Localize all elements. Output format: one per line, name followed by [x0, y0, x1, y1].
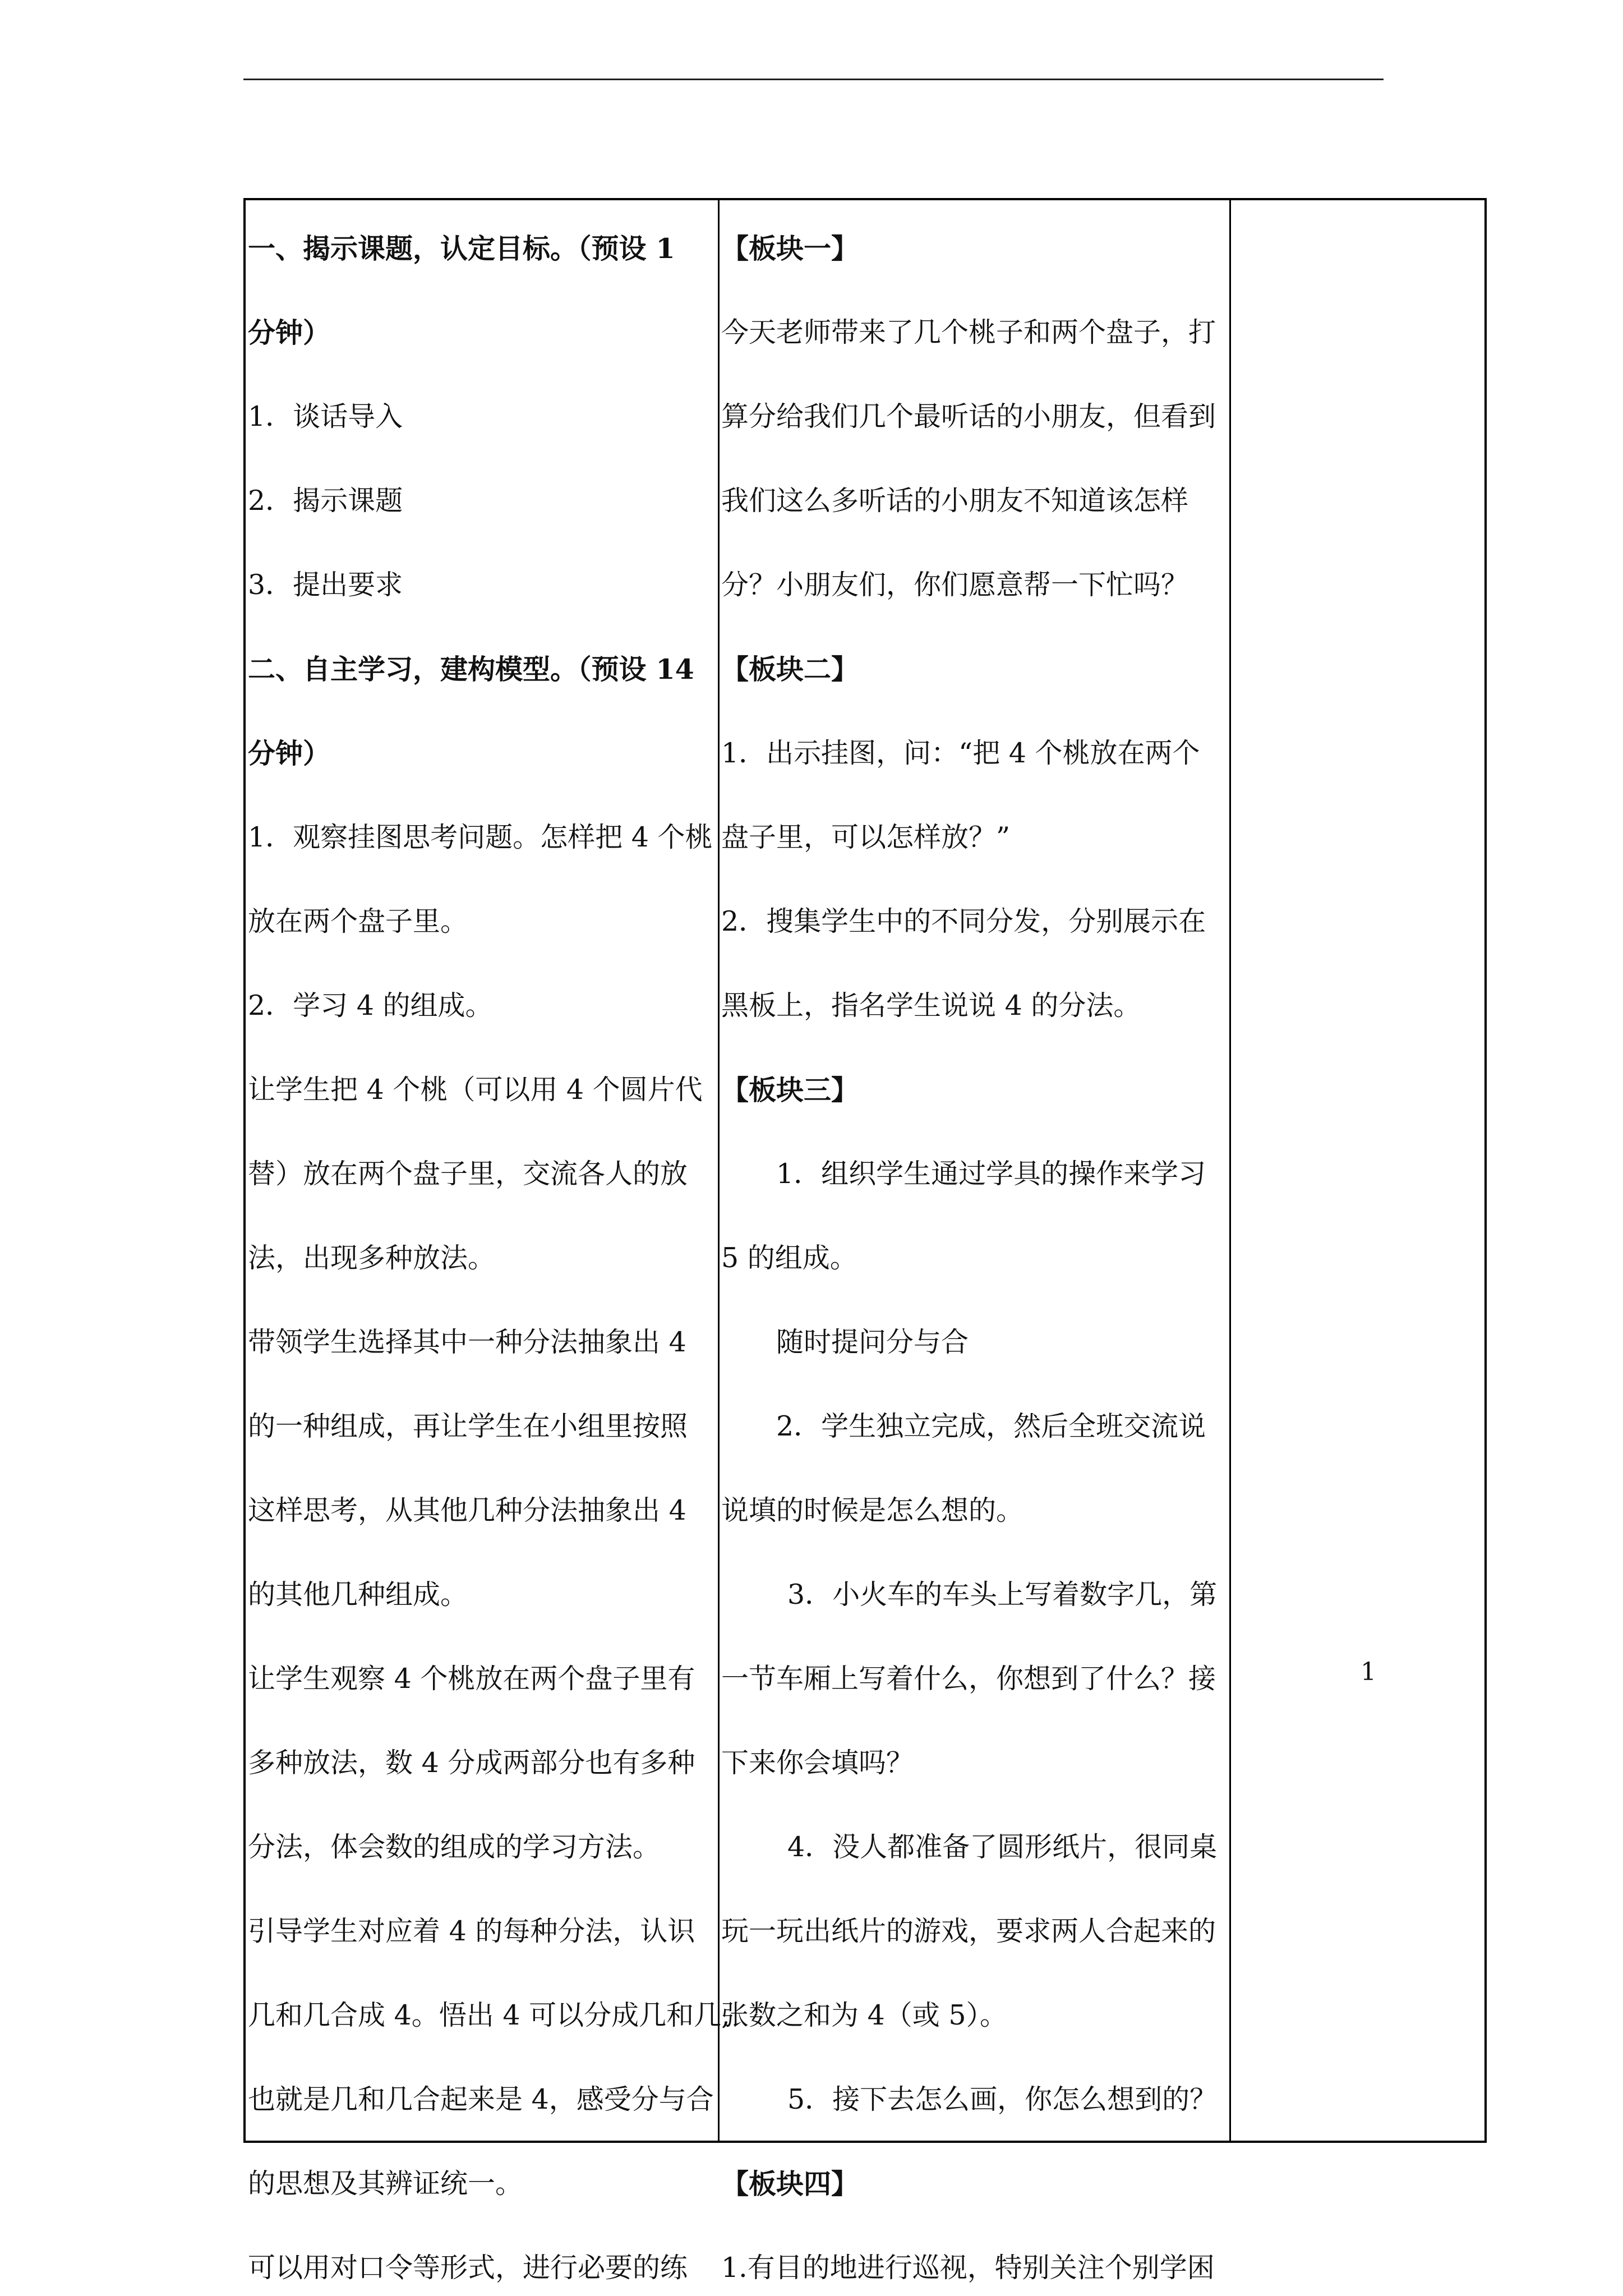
- text-line: 引导学生对应着 4 的每种分法，认识: [248, 1915, 695, 1947]
- text-line: 也就是几和几合起来是 4，感受分与合: [248, 2083, 714, 2115]
- text-line: 1．出示挂图，问：“把 4 个桃放在两个: [721, 737, 1200, 769]
- text-line: 2．学习 4 的组成。: [248, 990, 493, 1022]
- text-line: 黑板上，指名学生说说 4 的分法。: [721, 990, 1141, 1022]
- text-line: 算分给我们几个最听话的小朋友，但看到: [721, 401, 1216, 432]
- column-divider: [718, 200, 720, 2141]
- text-line: 的一种组成，再让学生在小组里按照: [248, 1410, 688, 1442]
- text-line: 5 的组成。: [721, 1242, 857, 1274]
- text-line: 让学生观察 4 个桃放在两个盘子里有: [248, 1663, 695, 1695]
- column-divider: [1229, 200, 1231, 2141]
- text-line: 2．学生独立完成，然后全班交流说: [776, 1410, 1206, 1442]
- text-line: 多种放法，数 4 分成两部分也有多种: [248, 1747, 695, 1779]
- section-heading: 分钟）: [248, 316, 331, 349]
- text-line: 我们这么多听话的小朋友不知道该怎样: [721, 485, 1189, 517]
- header-rule: [243, 79, 1384, 80]
- text-line: 说填的时候是怎么想的。: [721, 1494, 1024, 1526]
- text-line: 1．观察挂图思考问题。怎样把 4 个桃: [248, 821, 713, 853]
- page-number: 1: [1361, 1658, 1376, 1686]
- text-line: 3．小火车的车头上写着数字几，第: [787, 1579, 1218, 1611]
- section-heading: 一、揭示课题，认定目标。（预设 1: [248, 232, 675, 265]
- text-line: 随时提问分与合: [776, 1326, 969, 1358]
- text-line: 几和几合成 4。悟出 4 可以分成几和几,: [248, 1999, 730, 2031]
- text-line: 法，出现多种放法。: [248, 1242, 496, 1274]
- text-line: 分法，体会数的组成的学习方法。: [248, 1831, 661, 1863]
- block-heading: 【板块四】: [721, 2168, 859, 2200]
- text-line: 带领学生选择其中一种分法抽象出 4: [248, 1326, 686, 1358]
- text-line: 张数之和为 4（或 5）。: [721, 1999, 1008, 2031]
- block-heading: 【板块一】: [721, 232, 859, 265]
- section-heading: 分钟）: [248, 737, 331, 770]
- text-line: 1．组织学生通过学具的操作来学习: [776, 1158, 1206, 1190]
- text-line: 下来你会填吗？: [721, 1747, 914, 1779]
- text-line: 1.有目的地进行巡视，特别关注个别学困: [721, 2252, 1215, 2284]
- step-item: 3．提出要求: [248, 569, 403, 601]
- text-line: 一节车厢上写着什么，你想到了什么？接: [721, 1663, 1216, 1695]
- lesson-plan-table: [243, 198, 1487, 2284]
- step-item: 2．揭示课题: [248, 485, 403, 517]
- text-line: 替）放在两个盘子里，交流各人的放: [248, 1158, 688, 1190]
- text-line: 4．没人都准备了圆形纸片，很同桌: [787, 1831, 1218, 1863]
- text-line: 的思想及其辨证统一。: [248, 2168, 523, 2200]
- text-line: 玩一玩出纸片的游戏，要求两人合起来的: [721, 1915, 1216, 1947]
- section-heading: 二、自主学习，建构模型。（预设 14: [248, 653, 694, 685]
- step-item: 1．谈话导入: [248, 401, 403, 432]
- text-line: 今天老师带来了几个桃子和两个盘子，打: [721, 316, 1216, 348]
- block-heading: 【板块二】: [721, 653, 859, 685]
- text-line: 让学生把 4 个桃（可以用 4 个圆片代: [248, 1074, 703, 1106]
- text-line: 5．接下去怎么画，你怎么想到的？: [787, 2083, 1218, 2115]
- text-line: 的其他几种组成。: [248, 1579, 468, 1611]
- text-line: 分？小朋友们，你们愿意帮一下忙吗？: [721, 569, 1189, 601]
- text-line: 可以用对口令等形式，进行必要的练: [248, 2252, 688, 2284]
- text-line: 盘子里，可以怎样放？”: [721, 821, 1011, 853]
- text-line: 这样思考，从其他几种分法抽象出 4: [248, 1494, 686, 1526]
- text-line: 2．搜集学生中的不同分发，分别展示在: [721, 905, 1206, 937]
- text-line: 放在两个盘子里。: [248, 905, 468, 937]
- block-heading: 【板块三】: [721, 1074, 859, 1106]
